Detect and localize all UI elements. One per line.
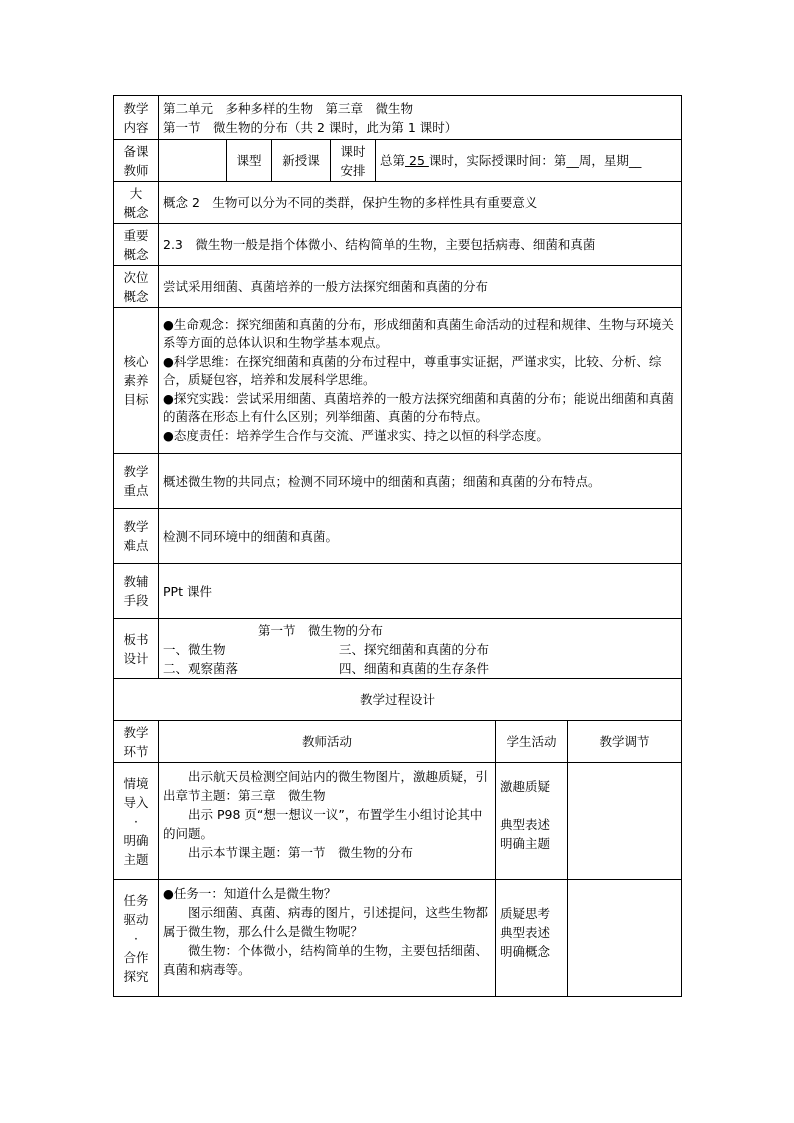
label-literacy: 核心 素养 目标: [114, 308, 159, 454]
label-aids: 教辅 手段: [114, 564, 159, 619]
section-title: 第一节 微生物的分布（共 2 课时，此为第 1 课时）: [163, 119, 458, 135]
row-literacy: [114, 308, 682, 454]
focus-text: 概述微生物的共同点；检测不同环境中的细菌和真菌；细菌和真菌的分布特点。: [159, 454, 682, 509]
row-process-header: [114, 721, 682, 763]
literacy-goals: [159, 308, 682, 454]
task-student-activity: 质疑思考 典型表述 明确概念: [496, 880, 568, 997]
label-board: 板书 设计: [114, 619, 159, 679]
difficulty-text: 检测不同环境中的细菌和真菌。: [159, 509, 682, 564]
task-step-1: 图示细菌、真菌、病毒的图片，引述提问，这些生物都属于微生物，那么什么是微生物呢？: [163, 905, 489, 939]
content-cell: [159, 96, 682, 140]
label-lesson-type: 课型: [227, 140, 272, 182]
big-concept-text: 概念 2 生物可以分为不同的类群，保护生物的多样性具有重要意义: [159, 182, 682, 224]
task-adjustment: [568, 880, 682, 997]
label-big-concept: 大 概念: [114, 182, 159, 224]
schedule-value: 总第 25 课时，实际授课时间：第__周，星期__: [376, 140, 682, 182]
lesson-plan-table: [113, 95, 682, 997]
process-row-intro: [114, 763, 682, 880]
row-content: [114, 96, 682, 140]
stage-intro: 情境 导入 · 明确 主题: [114, 763, 159, 880]
row-aids: [114, 564, 682, 619]
lesson-type-value: 新授课: [272, 140, 331, 182]
goal-life-concept: ●生命观念：探究细菌和真菌的分布，形成细菌和真菌生命活动的过程和规律、生物与环境关系等方面的总体认识和生物学基本观点。: [163, 316, 674, 351]
row-sub-concept: [114, 266, 682, 308]
intro-step-3: 出示本节课主题：第一节 微生物的分布: [188, 845, 414, 860]
label-prep-teacher: 备课 教师: [114, 140, 159, 182]
aids-text: PPt 课件: [159, 564, 682, 619]
board-item-3: 三、探究细菌和真菌的分布: [339, 641, 490, 657]
sub-concept-text: 尝试采用细菌、真菌培养的一般方法探究细菌和真菌的分布: [159, 266, 682, 308]
header-student-activity: 学生活动: [496, 721, 568, 763]
process-title: 教学过程设计: [114, 679, 682, 721]
label-difficulty: 教学 难点: [114, 509, 159, 564]
header-teacher-activity: 教师活动: [159, 721, 496, 763]
row-board: [114, 619, 682, 679]
goal-attitude-responsibility: ●态度责任：培养学生合作与交流、严谨求实、持之以恒的科学态度。: [163, 427, 549, 443]
label-sub-concept: 次位 概念: [114, 266, 159, 308]
label-schedule: 课时 安排: [331, 140, 376, 182]
intro-adjustment: [568, 763, 682, 880]
task-step-2: 微生物：个体微小，结构简单的生物，主要包括细菌、真菌和病毒等。: [163, 943, 489, 977]
label-focus: 教学 重点: [114, 454, 159, 509]
key-concept-text: 2.3 微生物一般是指个体微小、结构简单的生物，主要包括病毒、细菌和真菌: [159, 224, 682, 266]
unit-title: 第二单元 多种多样的生物 第三章 微生物: [163, 100, 414, 116]
intro-teacher-activity: [159, 763, 496, 880]
task-teacher-activity: [159, 880, 496, 997]
board-item-1: 一、微生物: [163, 641, 226, 657]
row-process-title: [114, 679, 682, 721]
intro-step-2: 出示 P98 页“想一想议一议”，布置学生小组讨论其中的问题。: [163, 807, 483, 841]
total-lessons: 25: [405, 153, 429, 168]
board-item-4: 四、细菌和真菌的生存条件: [339, 660, 490, 676]
row-difficulty: [114, 509, 682, 564]
board-title: 第一节 微生物的分布: [258, 622, 384, 638]
row-big-concept: [114, 182, 682, 224]
board-item-2: 二、观察菌落: [163, 660, 239, 676]
row-prep: [114, 140, 682, 182]
label-content: 教学 内容: [114, 96, 159, 140]
task-one-title: ●任务一：知道什么是微生物？: [163, 886, 337, 901]
row-focus: [114, 454, 682, 509]
process-row-task: [114, 880, 682, 997]
header-adjustment: 教学调节: [568, 721, 682, 763]
intro-step-1: 出示航天员检测空间站内的微生物图片，激趣质疑，引出章节主题：第三章 微生物: [163, 769, 489, 803]
intro-student-activity: 激趣质疑 典型表述 明确主题: [496, 763, 568, 880]
header-stage: 教学 环节: [114, 721, 159, 763]
label-key-concept: 重要 概念: [114, 224, 159, 266]
goal-inquiry-practice: ●探究实践：尝试采用细菌、真菌培养的一般方法探究细菌和真菌的分布；能说出细菌和真菌的菌落在形态上有什么区别；列举细菌、真菌的分布特点。: [163, 390, 674, 425]
board-design: [159, 619, 682, 679]
goal-scientific-thinking: ●科学思维：在探究细菌和真菌的分布过程中，尊重事实证据，严谨求实，比较、分析、综合，质疑包容，培养和发展科学思维。: [163, 353, 662, 388]
prep-teacher-value: [159, 140, 227, 182]
row-key-concept: [114, 224, 682, 266]
stage-task: 任务 驱动 · 合作 探究: [114, 880, 159, 997]
